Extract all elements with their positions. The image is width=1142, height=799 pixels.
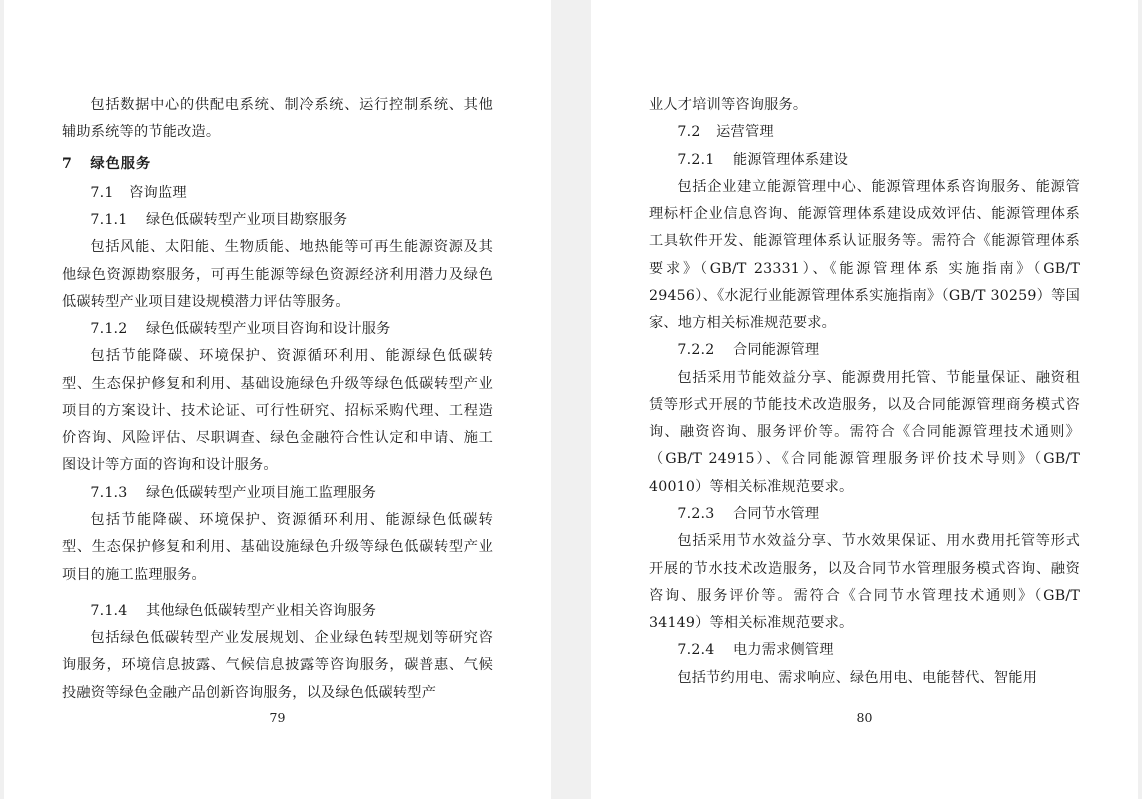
heading-level-1: [62, 151, 493, 178]
page-content: [62, 92, 493, 707]
heading-text: 其他绿色低碳转型产业相关咨询服务: [145, 602, 377, 619]
heading-text: 能源管理体系建设: [732, 151, 849, 168]
heading-level-3: [649, 147, 1080, 174]
heading-text: 绿色低碳转型产业项目勘察服务: [145, 212, 348, 229]
paragraph: 包括节能降碳、环境保护、资源循环利用、能源绿色低碳转型、生态保护修复和利用、基础设施绿色升级等绿色低碳转型产业项目的施工监理服务。: [62, 511, 493, 583]
heading-number: 7.2.2: [677, 342, 715, 359]
paragraph: 包括节约用电、需求响应、绿色用电、电能替代、智能用: [677, 669, 1038, 686]
paragraph: 包括风能、太阳能、生物质能、地热能等可再生能源资源及其他绿色资源勘察服务，可再生能源等绿色资源经济利用潜力及绿色低碳转型产业项目建设规模潜力评估等服务。: [62, 239, 493, 310]
page-number: 79: [269, 710, 286, 725]
heading-text: 绿色服务: [90, 155, 152, 172]
heading-level-3: [649, 637, 1080, 664]
heading-level-2: [62, 180, 493, 207]
heading-level-3: [649, 337, 1080, 364]
paragraph: 包括采用节水效益分享、节水效果保证、用水费用托管等形式开展的节水技术改造服务，以及合同节水管理服务模式咨询、融资咨询、服务评价等。需符合《合同节水管理技术通则》（GB/T 34149）等相关标准规范要求。: [649, 533, 1080, 632]
heading-number: 7.2.1: [677, 151, 715, 168]
heading-number: 7.1.4: [90, 602, 128, 619]
paragraph: 包括采用节能效益分享、能源费用托管、节能量保证、融资租赁等形式开展的节能技术改造服务，以及合同能源管理商务模式咨询、融资咨询、服务评价等。需符合《合同能源管理技术通则》（GB/T 24915）、《合同能源管理服务评价技术导则》（GB/T 40010）等相关标准规范要求。: [649, 369, 1080, 495]
paragraph: 包括节能降碳、环境保护、资源循环利用、能源绿色低碳转型、生态保护修复和利用、基础设施绿色升级等绿色低碳转型产业项目的方案设计、技术论证、可行性研究、招标采购代理、工程造价咨询、风险评估、尽职调查、绿色金融符合性认定和申请、施工图设计等方面的咨询和设计服务。: [62, 348, 493, 474]
heading-number: 7: [62, 155, 73, 172]
heading-text: 合同节水管理: [732, 505, 820, 522]
heading-text: 绿色低碳转型产业项目施工监理服务: [145, 484, 377, 501]
heading-level-3: [62, 480, 493, 507]
heading-number: 7.1.3: [90, 484, 128, 501]
heading-level-3: [62, 207, 493, 234]
heading-number: 7.2: [677, 124, 701, 141]
paragraph: 包括绿色低碳转型产业发展规划、企业绿色转型规划等研究咨询服务，环境信息披露、气候信息披露等咨询服务，碳普惠、气候投融资等绿色金融产品创新咨询服务，以及绿色低碳转型产: [62, 630, 493, 701]
paragraph-continued: 业人才培训等咨询服务。: [649, 97, 808, 113]
heading-number: 7.1.1: [90, 212, 128, 229]
heading-text: 咨询监理: [129, 184, 187, 201]
heading-level-3: [62, 316, 493, 343]
heading-text: 绿色低碳转型产业项目咨询和设计服务: [145, 321, 391, 338]
document-page-80: [591, 0, 1138, 799]
heading-text: 合同能源管理: [732, 342, 820, 359]
heading-level-2: [649, 119, 1080, 146]
paragraph: 包括企业建立能源管理中心、能源管理体系咨询服务、能源管理标杆企业信息咨询、能源管理体系建设成效评估、能源管理体系工具软件开发、能源管理体系认证服务等。需符合《能源管理体系 要求》（GB/T 23331）、《能源管理体系 实施指南》（GB/T 29456）、《水泥行业能源管理体系实施指南》（GB/T 30259）等国家、地方相关标准规范要求。: [649, 178, 1080, 332]
heading-level-3: [649, 501, 1080, 528]
heading-text: 运营管理: [716, 124, 774, 141]
heading-text: 电力需求侧管理: [732, 642, 834, 659]
heading-number: 7.2.3: [677, 505, 715, 522]
heading-level-3: [62, 598, 493, 625]
block-spacer: [62, 589, 493, 598]
page-number: 80: [856, 710, 873, 725]
paragraph: 包括数据中心的供配电系统、制冷系统、运行控制系统、其他辅助系统等的节能改造。: [62, 97, 493, 141]
heading-number: 7.2.4: [677, 642, 715, 659]
document-page-79: [4, 0, 551, 799]
heading-number: 7.1.2: [90, 321, 128, 338]
heading-number: 7.1: [90, 184, 114, 201]
page-content: [649, 92, 1080, 692]
